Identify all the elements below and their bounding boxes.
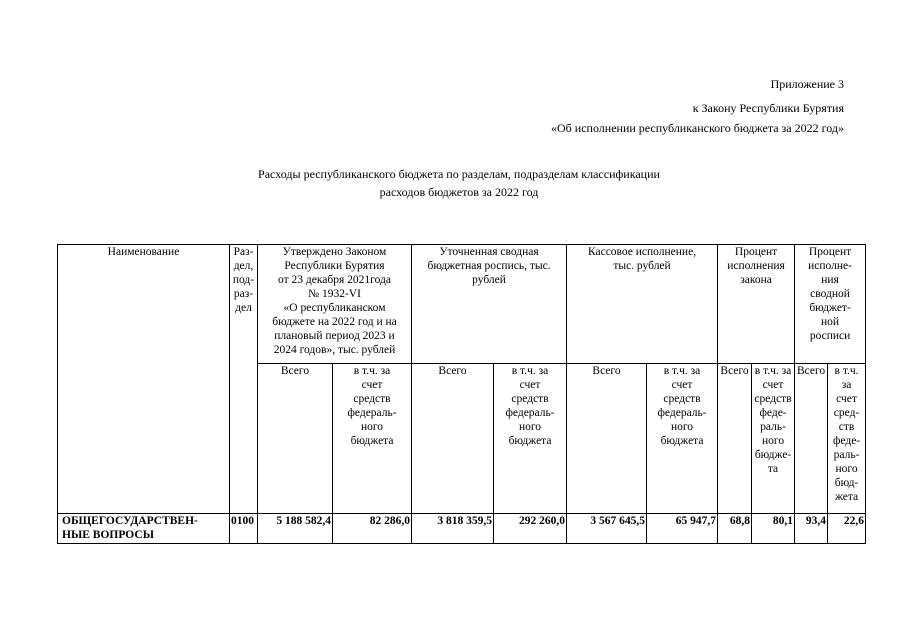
document-title-line-2: расходов бюджетов за 2022 год [379,185,539,199]
header-section-code: Раз- дел, под- раз- дел [230,245,258,514]
cell-pct-law-federal: 80,1 [752,514,795,544]
header-name: Наименование [58,245,230,514]
subheader-pct-law-federal: в т.ч. за счет средств феде- раль- ного бюдже- та [752,364,795,514]
budget-table [57,244,866,544]
cell-pct-list-total: 93,4 [795,514,828,544]
cell-pct-law-total: 68,8 [718,514,752,544]
subheader-cash-total: Всего [567,364,647,514]
appendix-number: Приложение 3 [770,77,844,91]
row-code: 0100 [230,514,258,544]
appendix-law-ref: к Закону Республики Бурятия [692,101,844,115]
cell-approved-federal: 82 286,0 [333,514,412,544]
cell-cash-federal: 65 947,7 [647,514,718,544]
subheader-refined-total: Всего [412,364,494,514]
cell-approved-total: 5 188 582,4 [258,514,333,544]
subheader-pct-list-federal: в т.ч. за счет сред- ств феде- раль- ного бюд- жета [828,364,866,514]
subheader-cash-federal: в т.ч. за счет средств федераль- ного бюджета [647,364,718,514]
subheader-pct-list-total: Всего [795,364,828,514]
cell-pct-list-federal: 22,6 [828,514,866,544]
row-name: ОБЩЕГОСУДАРСТВЕН- НЫЕ ВОПРОСЫ [58,514,230,544]
cell-cash-total: 3 567 645,5 [567,514,647,544]
document-title-line-1: Расходы республиканского бюджета по разделам, подразделам классификации [258,167,660,181]
subheader-approved-federal: в т.ч. за счет средств федераль- ного бюджета [333,364,412,514]
table-row [58,514,866,544]
header-percent-list-execution: Процент исполне- ния сводной бюджет- ной росписи [795,245,866,364]
header-cash-execution: Кассовое исполнение, тыс. рублей [567,245,718,364]
subheader-refined-federal: в т.ч. за счет средств федераль- ного бюджета [494,364,567,514]
cell-refined-federal: 292 260,0 [494,514,567,544]
subheader-pct-law-total: Всего [718,364,752,514]
subheader-approved-total: Всего [258,364,333,514]
header-percent-law-execution: Процент исполнения закона [718,245,795,364]
cell-refined-total: 3 818 359,5 [412,514,494,544]
table-header-row [58,245,866,364]
header-refined-budget-list: Уточненная сводная бюджетная роспись, тыс. рублей [412,245,567,364]
appendix-law-title: «Об исполнении республиканского бюджета за 2022 год» [551,121,844,135]
header-approved-by-law: Утверждено Законом Республики Бурятия от 23 декабря 2021года № 1932-VI «О республиканском бюджете на 2022 год и на плановый период 2023 и 2024 годов», тыс. рублей [258,245,412,364]
